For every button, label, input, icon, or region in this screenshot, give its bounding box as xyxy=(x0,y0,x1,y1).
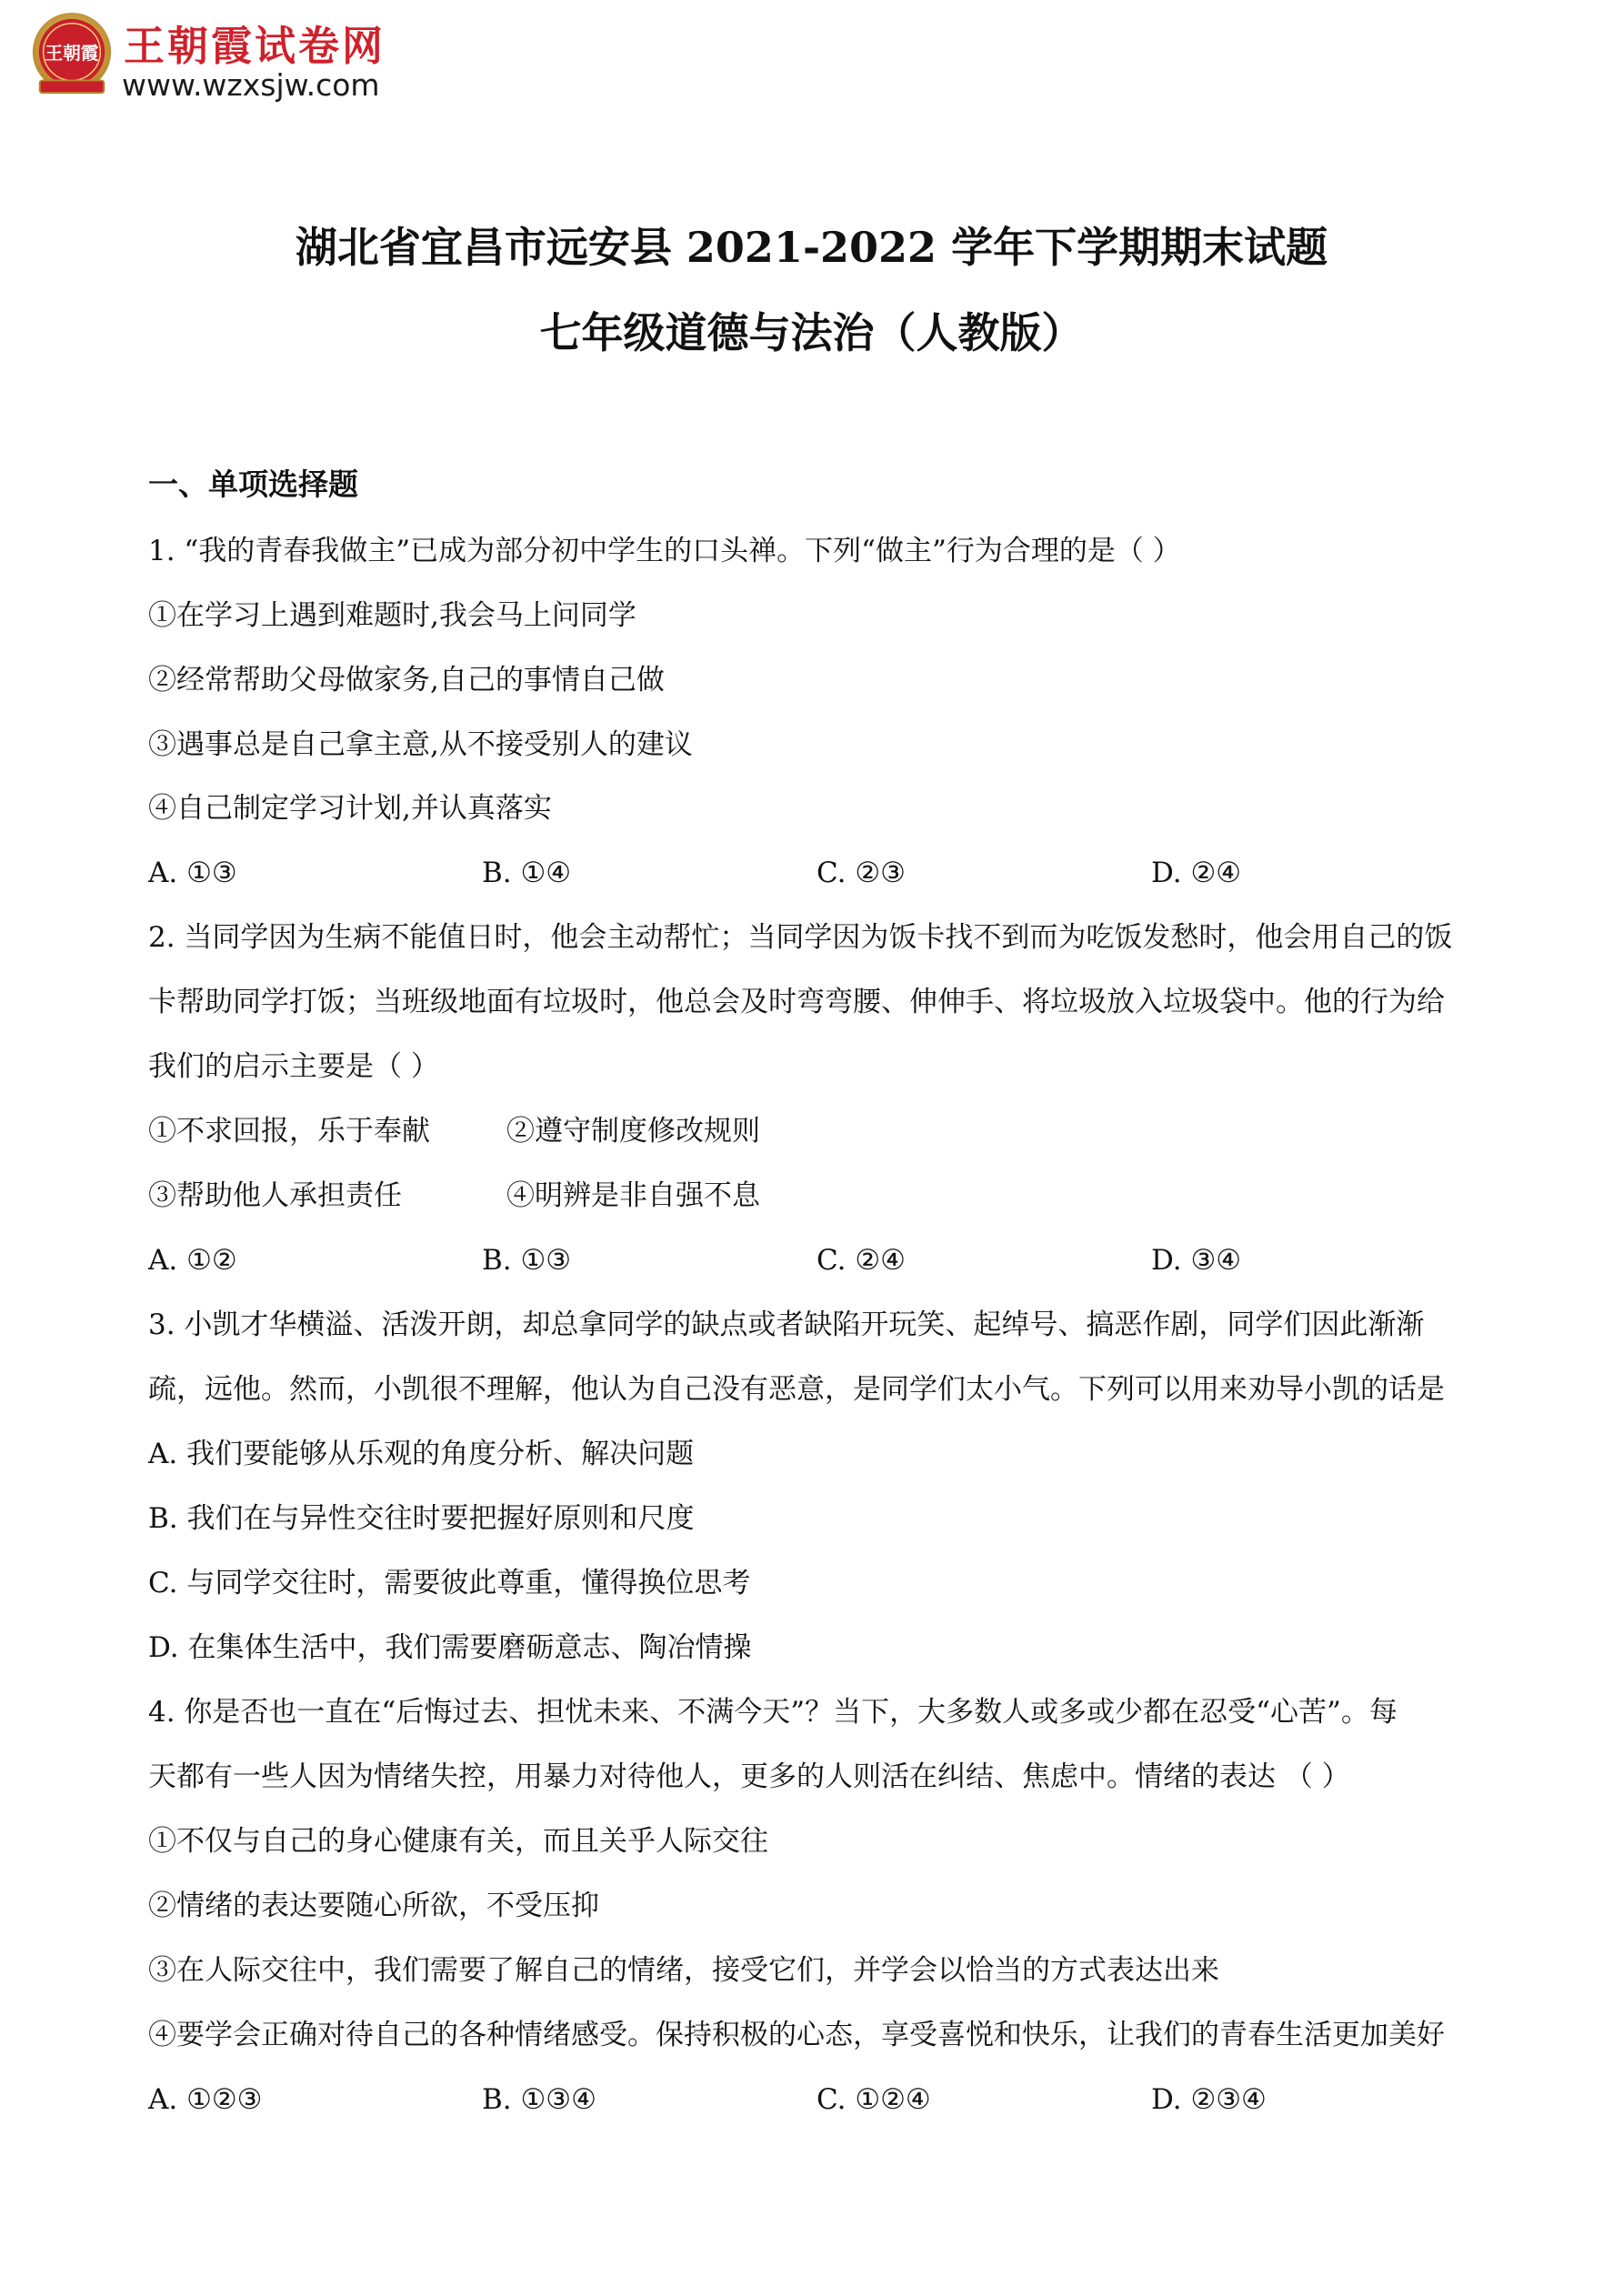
question-4-option-a: A. ①②③ xyxy=(148,2083,263,2116)
exam-title: 湖北省宜昌市远安县 2021-2022 学年下学期期末试题 xyxy=(295,223,1328,272)
question-3-choice-d: D. 在集体生活中，我们需要磨砺意志、陶冶情操 xyxy=(148,1631,752,1664)
question-4-statement-4: ④要学会正确对待自己的各种情绪感受。保持积极的心态，享受喜悦和快乐，让我们的青春生活更加美好 xyxy=(148,2019,1445,2051)
brand-name: 王朝霞试卷网 xyxy=(124,22,386,70)
question-1-option-d: D. ②④ xyxy=(1151,857,1242,889)
logo-text: 王朝霞 xyxy=(45,42,99,64)
question-4-statement-3: ③在人际交往中，我们需要了解自己的情绪，接受它们，并学会以恰当的方式表达出来 xyxy=(148,1954,1219,1987)
question-4-option-c: C. ①②④ xyxy=(817,2083,931,2116)
question-2-stem-line-3: 我们的启示主要是（ ） xyxy=(148,1050,439,1083)
question-4-statement-1: ①不仅与自己的身心健康有关，而且关乎人际交往 xyxy=(148,1825,768,1858)
question-2-option-a: A. ①② xyxy=(148,1244,237,1277)
question-3-choice-c: C. 与同学交往时，需要彼此尊重，懂得换位思考 xyxy=(148,1567,751,1599)
question-3-choice-a: A. 我们要能够从乐观的角度分析、解决问题 xyxy=(148,1438,695,1470)
question-1-statement-2: ②经常帮助父母做家务,自己的事情自己做 xyxy=(148,664,665,697)
section-heading: 一、单项选择题 xyxy=(148,466,358,502)
question-1-stem: 1. “我的青春我做主”已成为部分初中学生的口头禅。下列“做主”行为合理的是（ ） xyxy=(148,535,1181,567)
question-4-stem-line-2: 天都有一些人因为情绪失控，用暴力对待他人，更多的人则活在纠结、焦虑中。情绪的表达 （ ） xyxy=(148,1760,1350,1793)
question-4-stem-line-1: 4. 你是否也一直在“后悔过去、担忧未来、不满今天”？当下，大多数人或多或少都在忍受“心苦”。每 xyxy=(148,1696,1398,1729)
question-2-option-d: D. ③④ xyxy=(1151,1244,1242,1277)
question-1-statement-3: ③遇事总是自己拿主意,从不接受别人的建议 xyxy=(148,728,693,761)
question-1-option-b: B. ①④ xyxy=(482,857,572,889)
question-3-choice-b: B. 我们在与异性交往时要把握好原则和尺度 xyxy=(148,1502,695,1535)
question-2-statement-4: ④明辨是非自强不息 xyxy=(506,1179,760,1212)
question-2-stem-line-1: 2. 当同学因为生病不能值日时，他会主动帮忙；当同学因为饭卡找不到而为吃饭发愁时，他会用自己的饭 xyxy=(148,921,1453,954)
seal-badge-icon xyxy=(27,11,116,100)
question-2-option-b: B. ①③ xyxy=(482,1244,572,1277)
question-2-option-c: C. ②④ xyxy=(817,1244,906,1277)
question-2-stem-line-2: 卡帮助同学打饭；当班级地面有垃圾时，他总会及时弯弯腰、伸伸手、将垃圾放入垃圾袋中。他的行为给 xyxy=(148,986,1445,1018)
question-3-stem-line-1: 3. 小凯才华横溢、活泼开朗，却总拿同学的缺点或者缺陷开玩笑、起绰号、搞恶作剧，同学们因此渐渐 xyxy=(148,1308,1425,1341)
question-4-option-b: B. ①③④ xyxy=(482,2083,596,2116)
question-1-statement-4: ④自己制定学习计划,并认真落实 xyxy=(148,792,552,825)
question-2-statement-2: ②遵守制度修改规则 xyxy=(506,1115,760,1148)
brand-url: www.wzxsjw.com xyxy=(122,67,380,103)
question-4-statement-2: ②情绪的表达要随心所欲，不受压抑 xyxy=(148,1890,599,1922)
question-4-option-d: D. ②③④ xyxy=(1151,2083,1267,2116)
exam-subtitle: 七年级道德与法治（人教版） xyxy=(539,308,1084,357)
site-header xyxy=(27,7,500,107)
question-1-option-c: C. ②③ xyxy=(817,857,906,889)
question-1-option-a: A. ①③ xyxy=(148,857,237,889)
question-2-statement-1: ①不求回报，乐于奉献 xyxy=(148,1115,430,1148)
question-2-statement-3: ③帮助他人承担责任 xyxy=(148,1179,402,1212)
question-1-statement-1: ①在学习上遇到难题时,我会马上问同学 xyxy=(148,599,636,632)
question-3-stem-line-2: 疏，远他。然而，小凯很不理解，他认为自己没有恶意，是同学们太小气。下列可以用来劝导小凯的话是 xyxy=(148,1373,1445,1406)
